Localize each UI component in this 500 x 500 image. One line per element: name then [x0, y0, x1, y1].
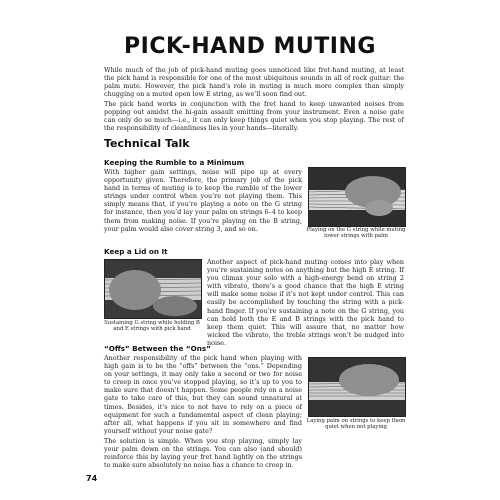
subsection-body-lid: Another aspect of pick-hand muting comes into play when you’re sustaining notes on anything but the high E string. If you climax your solo with a high-energy bend on string 2 with vibrato, there’s a good chance that the high E string will make some noise if it’s not kept under control. This can easily be accomplished by touching the string with a pick-hand finger. If you’re sustaining a note on the G string, you can hold both the E and B strings with the pick hand to keep them quiet. This will assure that, no matter how wicked the vibrato, the treble strings won’t be nudged into noise.	[207, 258, 404, 347]
subsection-heading-rumble: Keeping the Rumble to a Minimum	[104, 158, 245, 167]
subsection-heading-lid: Keep a Lid on It	[104, 247, 168, 256]
page-title: PICK-HAND MUTING	[124, 34, 376, 59]
photo-caption-sustain: Sustaining G string while holding B and E strings with pick hand	[104, 320, 200, 333]
page-number: 74	[86, 474, 98, 483]
guitar-photo-sustain	[104, 259, 202, 319]
photo-caption-resting-palm: Laying palm on strings to keep them quiet when not playing	[306, 418, 406, 431]
intro-paragraph-1: While much of the job of pick-hand muting goes unnoticed like fret-hand muting, at least the pick hand is responsible for one of the most ubiquitous sounds in all of rock guitar: the palm mute. However, the pick hand’s role in muting is much more complex than simply chugging on a muted open low E string, as we’ll soon find out.	[104, 66, 404, 99]
guitar-photo-resting-palm	[308, 357, 406, 417]
guitar-photo-palm-mute	[308, 167, 406, 227]
subsection-body-offs-2: The solution is simple. When you stop playing, simply lay your palm down on the strings. You can also (and should) reinforce this by laying your fret hand lightly on the strings to make sure absolutely no noise has a chance to creep in.	[104, 437, 302, 470]
section-heading: Technical Talk	[104, 137, 190, 150]
intro-paragraph-2: The pick hand works in conjunction with the fret hand to keep unwanted noises from popping out amidst the hi-gain assault emitting from your instrument. Even a noise gate can only do so much—i.e., it can only keep things quiet when you stop playing. The rest of the responsibility of cleanliness lies in your hands—literally.	[104, 100, 404, 133]
subsection-body-rumble: With higher gain settings, noise will pipe up at every opportunity given. Therefore, the primary job of the pick hand in terms of muting is to keep the rumble of the lower strings under control when you’re not playing them. This simply means that, if you’re playing a note on the G string for instance, then you’d lay your palm on strings 6–4 to keep them from making noise. If you’re playing on the B string, your palm would also cover string 3, and so on.	[104, 168, 302, 233]
subsection-heading-offs: “Offs” Between the “Ons”	[104, 344, 211, 353]
photo-caption-palm-mute: Playing on the G string while muting lower strings with palm	[306, 227, 406, 240]
subsection-body-offs: Another responsibility of the pick hand when playing with high gain is to be the “offs” between the “ons.” Depending on your settings, it may only take a second or two for noise to creep in once you’ve stopped playing, so it’s up to you to make sure that doesn’t happen. Some people rely on a noise gate to take care of this, but they can sound unnatural at times. Besides, it’s nice to not have to rely on a piece of equipment for such a fundamental aspect of clean playing; after all, what happens if you sit in somewhere and find yourself without your noise gate?	[104, 354, 302, 435]
